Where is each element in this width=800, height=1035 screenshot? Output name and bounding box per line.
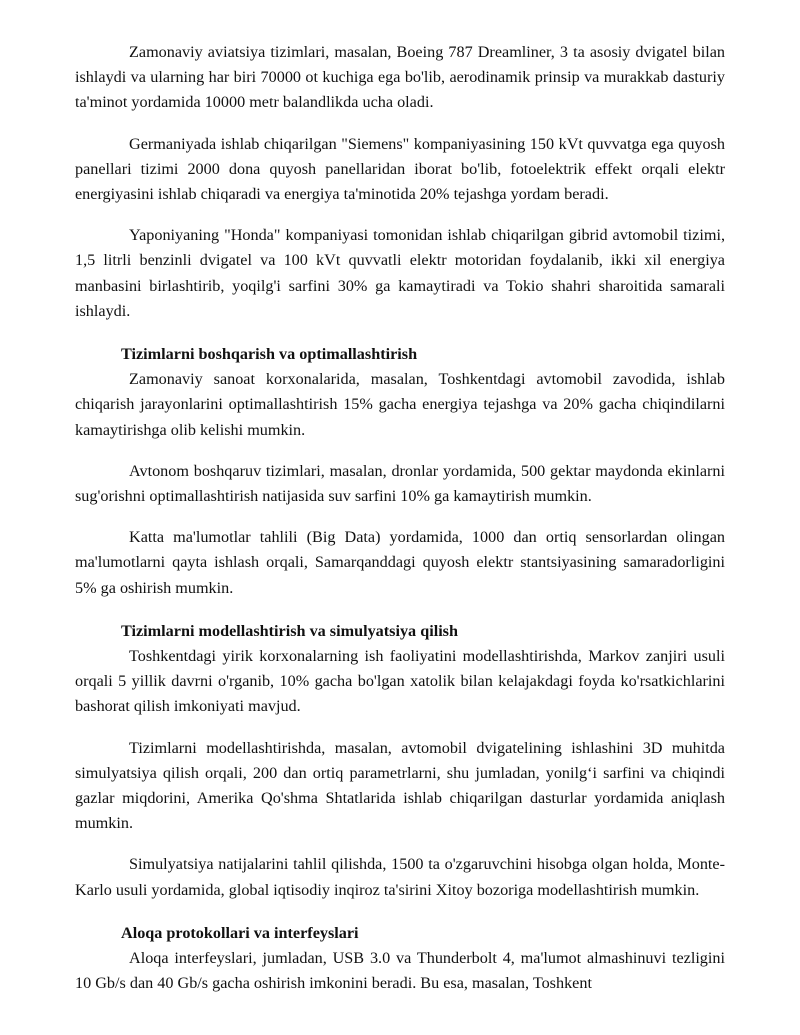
- paragraph-aviation: Zamonaviy aviatsiya tizimlari, masalan, Boeing 787 Dreamliner, 3 ta asosiy dvigatel bilan ishlaydi va ularning har biri 70000 ot kuchiga ega bo'lib, aerodinamik prinsip va murakkab dasturiy ta'minot yordamida 10000 metr balandlikda ucha oladi.: [75, 43, 725, 112]
- paragraph-markov: Toshkentdagi yirik korxonalarning ish faoliyatini modellashtirishda, Markov zanjiri usuli orqali 5 yillik davrni o'rganib, 10% gacha bo'lgan xatolik bilan kelajakdagi foyda ko'rsatkichlarini bashorat qilish imkoniyati mavjud.: [75, 647, 725, 716]
- paragraph-drones: Avtonom boshqaruv tizimlari, masalan, dronlar yordamida, 500 gektar maydonda ekinlarni sug'orishni optimallashtirish natijasida suv sarfini 10% ga kamaytirish mumkin.: [75, 461, 725, 506]
- paragraph-industry-optimization: Zamonaviy sanoat korxonalarida, masalan, Toshkentdagi avtomobil zavodida, ishlab chiqarish jarayonlarini optimallashtirish 15% gacha energiya tejashga va 20% gacha chiqindilarni kamaytirishga olib kelishi mumkin.: [75, 370, 725, 439]
- paragraph-solar-panels: Germaniyada ishlab chiqarilgan "Siemens" kompaniyasining 150 kVt quvvatga ega quyosh panellari tizimi 2000 dona quyosh panellaridan iborat bo'lib, fotoelektrik effekt orqali elektr energiyasini ishlab chiqaradi va energiya ta'minotida 20% tejashga yordam beradi.: [75, 134, 725, 204]
- paragraph-hybrid-car: Yaponiyaning "Honda" kompaniyasi tomonidan ishlab chiqarilgan gibrid avtomobil tizimi, 1,5 litrli benzinli dvigatel va 100 kVt quvvatli elektr motoridan foydalanib, ikki xil energiya manbasini birlashtirib, yoqilg'i sarfini 30% ga kamaytiradi va Tokio shahri sharoitida samarali ishlaydi.: [75, 226, 725, 320]
- document-page: [75, 40, 725, 997]
- paragraph-interfaces: Aloqa interfeyslari, jumladan, USB 3.0 va Thunderbolt 4, ma'lumot almashinuvi tezligini 10 Gb/s dan 40 Gb/s gacha oshirish imkonini beradi. Bu esa, masalan, Toshkent: [75, 949, 725, 993]
- section-heading-protocols: Aloqa protokollari va interfeyslari: [121, 923, 359, 942]
- section-heading-control: Tizimlarni boshqarish va optimallashtirish: [121, 345, 418, 364]
- section-heading-modeling: Tizimlarni modellashtirish va simulyatsiya qilish: [121, 621, 458, 640]
- paragraph-big-data: Katta ma'lumotlar tahlili (Big Data) yordamida, 1000 dan ortiq sensorlardan olingan ma'lumotlarni qayta ishlash orqali, Samarqanddagi quyosh elektr stantsiyasining samaradorligini 5% ga oshirish mumkin.: [75, 528, 725, 597]
- paragraph-3d-simulation: Tizimlarni modellashtirishda, masalan, avtomobil dvigatelining ishlashini 3D muhitda simulyatsiya qilish orqali, 200 dan ortiq parametrlarni, shu jumladan, yonilg‘i sarfini va chiqindi gazlar miqdorini, Amerika Qo'shma Shtatlarida ishlab chiqarilgan dasturlar yordamida aniqlash mumkin.: [75, 738, 725, 833]
- paragraph-monte-carlo: Simulyatsiya natijalarini tahlil qilishda, 1500 ta o'zgaruvchini hisobga olgan holda, Monte-Karlo usuli yordamida, global iqtisodiy inqiroz ta'sirini Xitoy bozoriga modellashtirish mumkin.: [75, 855, 725, 899]
